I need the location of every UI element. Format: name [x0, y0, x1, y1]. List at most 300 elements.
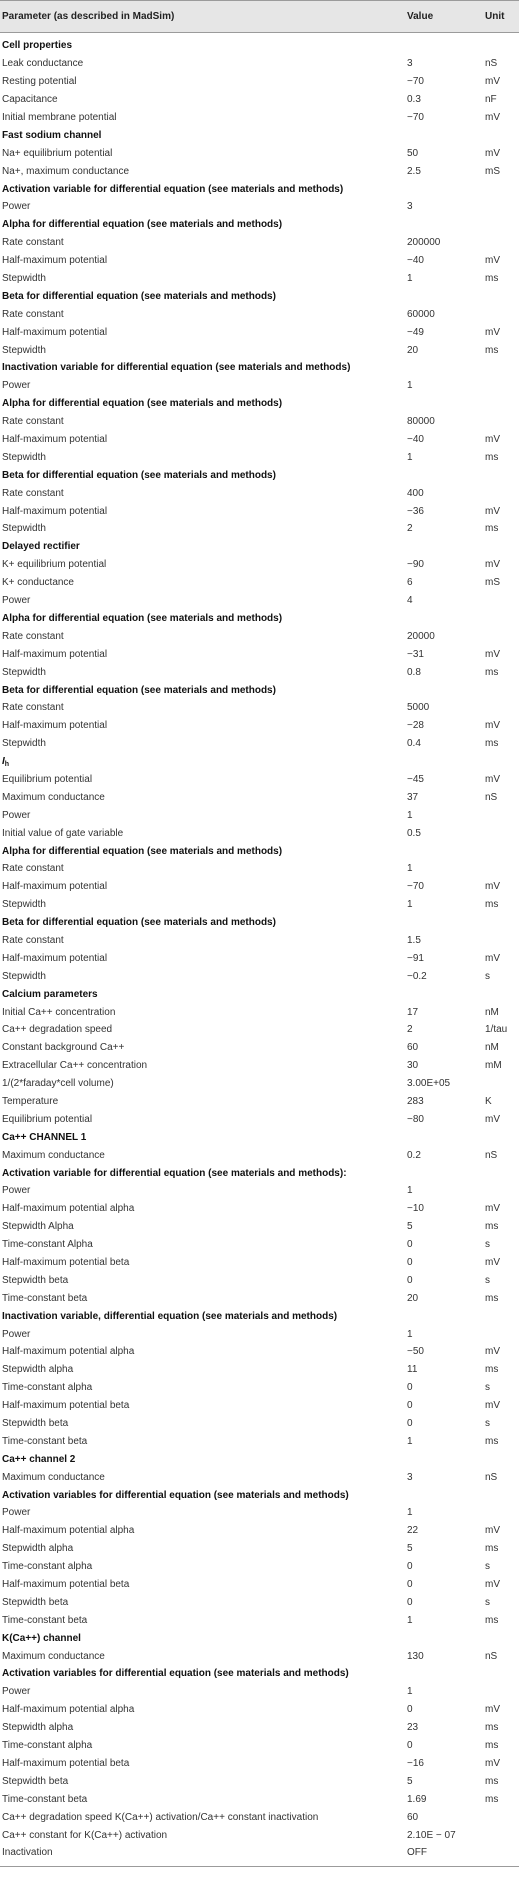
parameter-name: Power	[2, 201, 31, 213]
parameter-value: 0	[407, 1740, 413, 1752]
parameter-name: Power	[2, 1507, 31, 1519]
parameter-unit: 1/tau	[485, 1024, 508, 1036]
parameter-name: Stepwidth	[2, 523, 46, 535]
parameter-name: Stepwidth Alpha	[2, 1221, 74, 1233]
table-row	[0, 1200, 519, 1218]
table-row	[0, 502, 519, 520]
parameter-unit: nS	[485, 791, 498, 803]
table-row	[0, 1254, 519, 1272]
table-row	[0, 1826, 519, 1844]
section-title-symbol: I	[2, 755, 5, 767]
parameter-unit: mV	[485, 505, 500, 517]
table-row	[0, 1343, 519, 1361]
parameter-name: Temperature	[2, 1095, 59, 1107]
parameter-name: Time-constant alpha	[2, 1382, 93, 1394]
table-row	[0, 574, 519, 592]
parameter-value: 0	[407, 1596, 413, 1608]
section-title: Fast sodium channel	[2, 129, 102, 141]
parameter-value: −80	[407, 1113, 424, 1125]
parameter-unit: ms	[485, 523, 499, 535]
section-title: K(Ca++) channel	[2, 1632, 81, 1644]
table-row	[0, 699, 519, 717]
parameter-value: 1	[407, 1507, 413, 1519]
table-row	[0, 162, 519, 180]
section-row	[0, 1450, 519, 1468]
parameter-name: Rate constant	[2, 308, 64, 320]
table-row	[0, 1093, 519, 1111]
parameter-unit: mV	[485, 255, 500, 267]
parameter-value: 1	[407, 1614, 413, 1626]
section-row	[0, 610, 519, 628]
table-row	[0, 270, 519, 288]
parameter-unit: mV	[485, 1346, 500, 1358]
parameter-value: −70	[407, 76, 424, 88]
table-row	[0, 1271, 519, 1289]
parameter-name: Time-constant alpha	[2, 1740, 93, 1752]
table-row	[0, 1558, 519, 1576]
parameter-unit: ms	[485, 1793, 499, 1805]
table-row	[0, 377, 519, 395]
table-row	[0, 1110, 519, 1128]
parameter-name: Stepwidth beta	[2, 1418, 69, 1430]
parameter-value: 17	[407, 1006, 419, 1018]
table-row	[0, 1432, 519, 1450]
section-row	[0, 753, 519, 771]
parameter-name: Half-maximum potential alpha	[2, 1346, 135, 1358]
table-row	[0, 1361, 519, 1379]
parameter-value: 0.2	[407, 1149, 421, 1161]
parameter-name: Time-constant beta	[2, 1614, 88, 1626]
table-row	[0, 878, 519, 896]
parameter-name: Extracellular Ca++ concentration	[2, 1060, 148, 1072]
parameter-unit: s	[485, 1382, 490, 1394]
parameter-unit: s	[485, 1239, 490, 1251]
parameter-value: 1	[407, 1435, 413, 1447]
parameter-value: 3.00E+05	[407, 1078, 451, 1090]
table-row	[0, 1522, 519, 1540]
parameter-value: 2	[407, 1024, 413, 1036]
table-row	[0, 1289, 519, 1307]
parameter-unit: mM	[485, 1060, 502, 1072]
table-row	[0, 520, 519, 538]
parameter-value: 37	[407, 791, 419, 803]
table-row	[0, 198, 519, 216]
table-row	[0, 1468, 519, 1486]
parameter-value: 2.10E − 07	[407, 1829, 456, 1841]
table-row	[0, 1236, 519, 1254]
section-title: Beta for differential equation (see materials and methods)	[2, 469, 276, 481]
parameter-value: 30	[407, 1060, 419, 1072]
table-row	[0, 645, 519, 663]
parameter-value: 1	[407, 1328, 413, 1340]
parameter-unit: mV	[485, 1400, 500, 1412]
table-row	[0, 341, 519, 359]
parameter-unit: s	[485, 1561, 490, 1573]
parameter-name: Power	[2, 1185, 31, 1197]
table-row	[0, 1790, 519, 1808]
section-row	[0, 180, 519, 198]
parameter-unit: ms	[485, 1435, 499, 1447]
parameter-name: Stepwidth beta	[2, 1775, 69, 1787]
parameter-name: Time-constant beta	[2, 1292, 88, 1304]
parameter-name: Stepwidth beta	[2, 1596, 69, 1608]
parameter-unit: nS	[485, 1471, 498, 1483]
parameter-unit: nM	[485, 1042, 499, 1054]
parameter-name: Time-constant beta	[2, 1793, 88, 1805]
section-row	[0, 538, 519, 556]
parameter-name: Half-maximum potential beta	[2, 1579, 130, 1591]
table-row	[0, 1701, 519, 1719]
parameter-value: −45	[407, 773, 424, 785]
parameter-name: Constant background Ca++	[2, 1042, 125, 1054]
parameter-unit: mV	[485, 1757, 500, 1769]
parameter-name: Stepwidth alpha	[2, 1722, 74, 1734]
parameter-unit: s	[485, 1596, 490, 1608]
parameter-unit: ms	[485, 738, 499, 750]
parameter-name: Power	[2, 595, 31, 607]
parameter-name: Time-constant beta	[2, 1435, 88, 1447]
parameter-value: 0	[407, 1274, 413, 1286]
parameter-value: 1.5	[407, 934, 421, 946]
parameter-value: 5000	[407, 702, 430, 714]
section-title: Activation variables for differential equation (see materials and methods)	[2, 1668, 349, 1680]
table-row	[0, 1504, 519, 1522]
parameter-value: 6	[407, 577, 413, 589]
parameter-name: Power	[2, 1328, 31, 1340]
table-row	[0, 1683, 519, 1701]
parameter-unit: mV	[485, 112, 500, 123]
parameter-unit: mV	[485, 1203, 500, 1215]
parameter-value: 0	[407, 1400, 413, 1412]
section-row	[0, 1307, 519, 1325]
section-row	[0, 126, 519, 144]
section-row	[0, 37, 519, 55]
parameter-unit: ms	[485, 451, 499, 463]
table-row	[0, 556, 519, 574]
parameter-name: Half-maximum potential alpha	[2, 1704, 135, 1716]
parameter-name: Resting potential	[2, 76, 77, 88]
parameter-name: Rate constant	[2, 934, 64, 946]
parameter-value: −91	[407, 952, 424, 964]
parameter-value: −70	[407, 881, 424, 893]
table-row	[0, 1737, 519, 1755]
section-title: Activation variable for differential equation (see materials and methods):	[2, 1167, 347, 1179]
parameter-unit: mV	[485, 1257, 500, 1268]
parameter-value: 23	[407, 1722, 419, 1734]
table-row	[0, 932, 519, 950]
parameter-value: 0	[407, 1239, 413, 1251]
parameter-unit: ms	[485, 1221, 499, 1233]
parameter-name: Rate constant	[2, 863, 64, 875]
parameter-unit: ms	[485, 1292, 499, 1304]
parameter-value: 1	[407, 863, 413, 875]
table-row	[0, 109, 519, 127]
parameter-name: Time-constant alpha	[2, 1561, 93, 1573]
parameter-unit: nS	[485, 58, 498, 70]
parameter-value: 0	[407, 1418, 413, 1430]
parameter-value: 3	[407, 1471, 413, 1483]
section-title: Beta for differential equation (see materials and methods)	[2, 684, 276, 696]
section-row	[0, 1486, 519, 1504]
section-title: Beta for differential equation (see materials and methods)	[2, 917, 276, 929]
parameter-name: Maximum conductance	[2, 791, 105, 803]
parameter-name: 1/(2*faraday*cell volume)	[2, 1078, 114, 1090]
parameter-value: 5	[407, 1543, 413, 1555]
parameter-value: 3	[407, 58, 413, 70]
parameter-value: 0	[407, 1704, 413, 1716]
parameter-value: 50	[407, 147, 419, 159]
parameter-name: Half-maximum potential alpha	[2, 1203, 135, 1215]
parameter-value: 0.5	[407, 827, 421, 839]
parameter-unit: ms	[485, 1740, 499, 1752]
parameter-value: −70	[407, 112, 424, 123]
parameter-unit: ms	[485, 344, 499, 356]
parameter-name: Maximum conductance	[2, 1149, 105, 1161]
table-row	[0, 1772, 519, 1790]
section-title: Alpha for differential equation (see materials and methods)	[2, 219, 283, 231]
parameter-name: Stepwidth	[2, 344, 46, 356]
header-parameter: Parameter (as described in MadSim)	[2, 11, 175, 22]
parameter-value: 0	[407, 1561, 413, 1573]
parameter-name: Rate constant	[2, 237, 64, 249]
parameter-unit: ms	[485, 899, 499, 911]
parameter-name: Initial value of gate variable	[2, 827, 124, 839]
parameter-unit: mV	[485, 326, 500, 338]
parameter-name: Stepwidth	[2, 451, 46, 463]
section-title	[0, 756, 407, 768]
parameter-unit: mV	[485, 648, 500, 660]
section-row	[0, 842, 519, 860]
section-row	[0, 287, 519, 305]
parameter-value: −90	[407, 559, 424, 571]
section-title-subscript: h	[4, 760, 10, 768]
section-row	[0, 1164, 519, 1182]
parameter-name: Rate constant	[2, 702, 64, 714]
parameter-value: 2	[407, 523, 413, 535]
parameter-unit: nS	[485, 1149, 498, 1161]
parameter-value: 20	[407, 344, 419, 356]
parameter-unit: mV	[485, 952, 500, 964]
section-title: Alpha for differential equation (see materials and methods)	[2, 612, 283, 624]
parameter-value: 60000	[407, 308, 435, 320]
parameter-unit: mV	[485, 434, 500, 446]
parameter-name: Half-maximum potential	[2, 720, 108, 732]
table-row	[0, 1415, 519, 1433]
table-row	[0, 431, 519, 449]
parameter-value: 1	[407, 809, 413, 821]
table-row	[0, 1540, 519, 1558]
parameter-name: Half-maximum potential	[2, 952, 108, 964]
parameter-name: Maximum conductance	[2, 1471, 105, 1483]
table-row	[0, 806, 519, 824]
section-title: Ca++ CHANNEL 1	[2, 1131, 87, 1143]
table-row	[0, 305, 519, 323]
parameter-unit: mV	[485, 881, 500, 893]
table-row	[0, 323, 519, 341]
parameter-unit: ms	[485, 1543, 499, 1555]
parameter-unit: mV	[485, 1113, 500, 1125]
parameter-name: Half-maximum potential	[2, 648, 108, 660]
parameter-value: −49	[407, 326, 424, 338]
parameter-name: K+ equilibrium potential	[2, 559, 107, 571]
parameter-unit: ms	[485, 273, 499, 285]
section-row	[0, 985, 519, 1003]
section-title: Alpha for differential equation (see materials and methods)	[2, 845, 283, 857]
table-row	[0, 1218, 519, 1236]
table-row	[0, 1755, 519, 1773]
parameter-name: Stepwidth	[2, 970, 46, 982]
table-row	[0, 1844, 519, 1862]
parameter-name: K+ conductance	[2, 577, 74, 589]
table-row	[0, 1182, 519, 1200]
parameter-value: 0	[407, 1257, 413, 1268]
parameter-value: 1	[407, 451, 413, 463]
parameter-value: 400	[407, 487, 424, 499]
parameter-value: −40	[407, 434, 424, 446]
parameter-value: −50	[407, 1346, 424, 1358]
table-row	[0, 967, 519, 985]
table-row	[0, 627, 519, 645]
table-row	[0, 144, 519, 162]
table-row	[0, 788, 519, 806]
parameter-value: 0	[407, 1579, 413, 1591]
parameter-name: Leak conductance	[2, 58, 84, 70]
parameter-name: Stepwidth alpha	[2, 1543, 74, 1555]
table-row	[0, 1039, 519, 1057]
table-row	[0, 1808, 519, 1826]
parameter-unit: mV	[485, 1704, 500, 1716]
table-row	[0, 717, 519, 735]
parameter-value: 0	[407, 1382, 413, 1394]
section-row	[0, 681, 519, 699]
section-title: Ca++ channel 2	[2, 1453, 76, 1465]
table-row	[0, 860, 519, 878]
parameter-value: 1	[407, 273, 413, 285]
table-row	[0, 1397, 519, 1415]
table-row	[0, 73, 519, 91]
parameter-name: Initial membrane potential	[2, 112, 117, 123]
parameter-value: 200000	[407, 237, 441, 249]
parameter-value: 283	[407, 1095, 424, 1107]
parameter-value: 20000	[407, 630, 435, 642]
parameter-unit: ms	[485, 1364, 499, 1376]
table-row	[0, 1647, 519, 1665]
header-value: Value	[407, 11, 434, 22]
parameter-name: Half-maximum potential beta	[2, 1757, 130, 1769]
table-row	[0, 1075, 519, 1093]
section-row	[0, 466, 519, 484]
parameter-value: 60	[407, 1811, 419, 1823]
table-row	[0, 55, 519, 73]
parameter-name: Inactivation	[2, 1847, 53, 1859]
table-row	[0, 252, 519, 270]
parameter-unit: s	[485, 1418, 490, 1430]
table-row	[0, 1379, 519, 1397]
parameter-unit: mS	[485, 577, 500, 589]
table-row	[0, 896, 519, 914]
parameter-unit: nS	[485, 1650, 498, 1662]
parameter-name: Half-maximum potential beta	[2, 1257, 130, 1268]
table-row	[0, 735, 519, 753]
parameter-unit: mV	[485, 76, 500, 88]
table-row	[0, 91, 519, 109]
parameter-value: 1	[407, 1686, 413, 1698]
parameter-unit: nF	[485, 94, 497, 106]
parameter-name: Power	[2, 380, 31, 392]
parameter-name: Stepwidth	[2, 273, 46, 285]
table-row	[0, 824, 519, 842]
parameter-value: 3	[407, 201, 413, 213]
table-row	[0, 949, 519, 967]
parameter-unit: mV	[485, 147, 500, 159]
parameter-value: 1	[407, 899, 413, 911]
section-title: Calcium parameters	[2, 988, 98, 1000]
parameter-unit: ms	[485, 1775, 499, 1787]
parameter-value: 22	[407, 1525, 419, 1537]
table-header	[0, 0, 519, 33]
section-title: Activation variables for differential equation (see materials and methods)	[2, 1489, 349, 1501]
parameter-unit: mV	[485, 773, 500, 785]
parameter-name: Power	[2, 809, 31, 821]
parameter-unit: mS	[485, 165, 500, 177]
parameter-value: 20	[407, 1292, 419, 1304]
table-row	[0, 592, 519, 610]
parameter-value: −31	[407, 648, 424, 660]
parameter-unit: s	[485, 970, 490, 982]
section-row	[0, 914, 519, 932]
section-row	[0, 1128, 519, 1146]
parameter-name: Stepwidth beta	[2, 1274, 69, 1286]
table-row	[0, 1057, 519, 1075]
parameter-name: Stepwidth	[2, 738, 46, 750]
table-bottom-rule	[0, 1866, 519, 1867]
parameter-value: −40	[407, 255, 424, 267]
parameter-value: 60	[407, 1042, 419, 1054]
parameter-unit: ms	[485, 1722, 499, 1734]
section-row	[0, 1665, 519, 1683]
parameter-name: Stepwidth	[2, 666, 46, 678]
parameter-name: Half-maximum potential alpha	[2, 1525, 135, 1537]
parameter-value: −36	[407, 505, 424, 517]
parameter-name: Equilibrium potential	[2, 1113, 93, 1125]
parameter-value: OFF	[407, 1847, 427, 1859]
parameter-unit: mV	[485, 559, 500, 571]
table-row	[0, 484, 519, 502]
header-unit: Unit	[485, 11, 505, 22]
parameter-name: Maximum conductance	[2, 1650, 105, 1662]
parameter-name: Half-maximum potential	[2, 881, 108, 893]
parameter-value: −28	[407, 720, 424, 732]
parameter-name: Equilibrium potential	[2, 773, 93, 785]
parameter-value: 1	[407, 1185, 413, 1197]
section-title: Alpha for differential equation (see materials and methods)	[2, 398, 283, 410]
parameter-value: 0.4	[407, 738, 421, 750]
parameter-name: Half-maximum potential	[2, 326, 108, 338]
parameter-name: Half-maximum potential	[2, 505, 108, 517]
table-row	[0, 1611, 519, 1629]
parameter-value: −0.2	[407, 970, 427, 982]
table-row	[0, 1325, 519, 1343]
parameter-name: Ca++ degradation speed	[2, 1024, 113, 1036]
section-row	[0, 395, 519, 413]
section-title: Beta for differential equation (see materials and methods)	[2, 290, 276, 302]
parameter-unit: K	[485, 1095, 492, 1107]
table-row	[0, 1576, 519, 1594]
parameter-value: 0.8	[407, 666, 421, 678]
parameter-value: 1.69	[407, 1793, 427, 1805]
parameter-value: −16	[407, 1757, 424, 1769]
parameter-name: Ca++ constant for K(Ca++) activation	[2, 1829, 168, 1841]
